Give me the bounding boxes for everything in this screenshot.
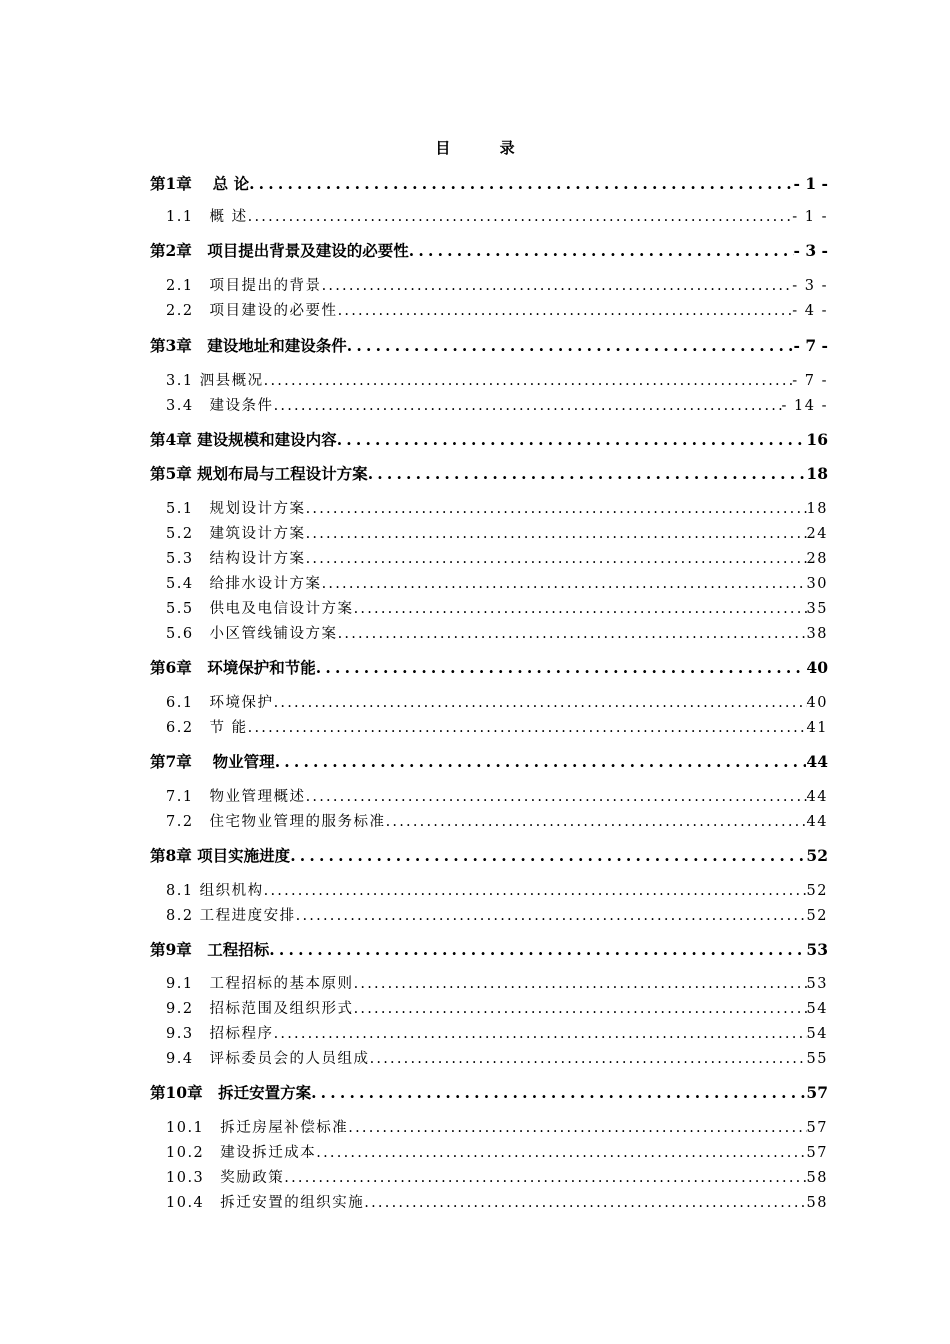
- toc-dot-leader: [311, 1083, 806, 1102]
- toc-entry-label: 3.1 泗县概况: [166, 373, 264, 389]
- toc-page-number: 40: [806, 695, 828, 711]
- toc-dot-leader: [354, 1001, 807, 1017]
- toc-dot-leader: [275, 752, 807, 771]
- toc-section-entry[interactable]: [166, 369, 828, 390]
- toc-page-number: - 4 -: [792, 303, 828, 319]
- toc-page-number: - 7 -: [793, 336, 828, 355]
- toc-page-number: 54: [806, 1026, 828, 1042]
- toc-page-number: 38: [806, 626, 828, 642]
- toc-page-number: 53: [806, 940, 828, 959]
- toc-chapter-entry[interactable]: [150, 1081, 828, 1103]
- toc-page-number: 57: [806, 1145, 828, 1161]
- toc-entry-label: 10.2 建设拆迁成本: [166, 1145, 317, 1161]
- toc-page-number: 52: [806, 846, 828, 865]
- toc-section-entry[interactable]: [166, 1191, 828, 1212]
- toc-entry-label: 第3章 建设地址和建设条件: [150, 336, 347, 355]
- toc-entry-label: 9.2 招标范围及组织形式: [166, 1001, 354, 1017]
- toc-dot-leader: [364, 1195, 806, 1211]
- toc-dot-leader: [386, 814, 807, 830]
- toc-section-entry[interactable]: [166, 972, 828, 993]
- toc-entry-label: 3.4 建设条件: [166, 398, 274, 414]
- toc-section-entry[interactable]: [166, 522, 828, 543]
- toc-page-number: 35: [806, 601, 828, 617]
- toc-page-number: 44: [806, 814, 828, 830]
- toc-chapter-entry[interactable]: [150, 844, 828, 866]
- toc-page-number: 58: [806, 1195, 828, 1211]
- toc-section-entry[interactable]: [166, 904, 828, 925]
- toc-entry-label: 第2章 项目提出背景及建设的必要性: [150, 241, 409, 260]
- toc-entry-label: 9.3 招标程序: [166, 1026, 274, 1042]
- toc-section-entry[interactable]: [166, 572, 828, 593]
- toc-dot-leader: [348, 1120, 806, 1136]
- toc-page-number: - 1 -: [792, 209, 828, 225]
- toc-dot-leader: [316, 1145, 806, 1161]
- toc-section-entry[interactable]: [166, 1166, 828, 1187]
- toc-entry-label: 5.6 小区管线铺设方案: [166, 626, 338, 642]
- toc-entry-label: 7.1 物业管理概述: [166, 789, 306, 805]
- toc-dot-leader: [284, 1170, 806, 1186]
- toc-dot-leader: [316, 658, 807, 677]
- toc-dot-leader: [248, 720, 807, 736]
- toc-entry-label: 第9章 工程招标: [150, 940, 270, 959]
- toc-dot-leader: [322, 576, 807, 592]
- toc-entry-label: 5.2 建筑设计方案: [166, 526, 306, 542]
- toc-page-number: 18: [806, 464, 828, 483]
- toc-section-entry[interactable]: [166, 879, 828, 900]
- toc-section-entry[interactable]: [166, 1022, 828, 1043]
- toc-entry-label: 2.2 项目建设的必要性: [166, 303, 338, 319]
- toc-entry-label: 10.1 拆迁房屋补偿标准: [166, 1120, 349, 1136]
- toc-entry-label: 9.1 工程招标的基本原则: [166, 976, 354, 992]
- toc-entry-label: 1.1 概 述: [166, 209, 248, 225]
- toc-page-number: 41: [806, 720, 828, 736]
- toc-entry-label: 2.1 项目提出的背景: [166, 278, 322, 294]
- toc-dot-leader: [306, 526, 807, 542]
- toc-dot-leader: [264, 883, 807, 899]
- toc-entry-label: 5.5 供电及电信设计方案: [166, 601, 354, 617]
- toc-dot-leader: [338, 303, 793, 319]
- toc-chapter-entry[interactable]: [150, 750, 828, 772]
- toc-page-number: 30: [806, 576, 828, 592]
- toc-entry-label: 8.2 工程进度安排: [166, 908, 296, 924]
- toc-entry-label: 第8章 项目实施进度: [150, 846, 291, 865]
- toc-section-entry[interactable]: [166, 997, 828, 1018]
- toc-dot-leader: [248, 209, 793, 225]
- toc-chapter-entry[interactable]: [150, 656, 828, 678]
- toc-dot-leader: [354, 976, 807, 992]
- toc-page-number: 24: [806, 526, 828, 542]
- toc-entry-label: 6.2 节 能: [166, 720, 248, 736]
- toc-dot-leader: [322, 278, 793, 294]
- toc-page-number: - 14 -: [781, 398, 828, 414]
- toc-dot-leader: [338, 626, 807, 642]
- toc-dot-leader: [306, 551, 807, 567]
- toc-chapter-entry[interactable]: [150, 428, 828, 450]
- toc-chapter-entry[interactable]: [150, 334, 828, 356]
- toc-entry-label: 第10章 拆迁安置方案: [150, 1083, 312, 1102]
- toc-entry-label: 10.4 拆迁安置的组织实施: [166, 1195, 365, 1211]
- toc-dot-leader: [274, 695, 807, 711]
- toc-page-number: - 1 -: [793, 174, 828, 193]
- toc-dot-leader: [409, 241, 794, 260]
- toc-page-number: 18: [806, 501, 828, 517]
- toc-entry-label: 10.3 奖励政策: [166, 1170, 285, 1186]
- toc-dot-leader: [347, 336, 794, 355]
- toc-section-entry[interactable]: [166, 274, 828, 295]
- toc-entry-label: 5.3 结构设计方案: [166, 551, 306, 567]
- toc-section-entry[interactable]: [166, 597, 828, 618]
- toc-dot-leader: [306, 789, 807, 805]
- toc-dot-leader: [354, 601, 807, 617]
- toc-page-number: 44: [806, 752, 828, 771]
- toc-page-number: 57: [806, 1083, 828, 1102]
- toc-dot-leader: [290, 846, 806, 865]
- toc-section-entry[interactable]: [166, 394, 828, 415]
- toc-entry-label: 第6章 环境保护和节能: [150, 658, 316, 677]
- toc-dot-leader: [368, 464, 807, 483]
- toc-page-number: 52: [806, 883, 828, 899]
- toc-entry-label: 第1章 总 论: [150, 174, 250, 193]
- toc-section-entry[interactable]: [166, 810, 828, 831]
- toc-chapter-entry[interactable]: [150, 239, 828, 261]
- toc-dot-leader: [296, 908, 807, 924]
- toc-dot-leader: [370, 1051, 807, 1067]
- toc-dot-leader: [306, 501, 807, 517]
- toc-page-number: 53: [806, 976, 828, 992]
- toc-page-number: 44: [806, 789, 828, 805]
- toc-section-entry[interactable]: [166, 1047, 828, 1068]
- toc-dot-leader: [274, 398, 782, 414]
- toc-entry-label: 6.1 环境保护: [166, 695, 274, 711]
- toc-section-entry[interactable]: [166, 1141, 828, 1162]
- toc-page-number: - 3 -: [792, 278, 828, 294]
- toc-dot-leader: [337, 430, 807, 449]
- toc-page-number: 57: [806, 1120, 828, 1136]
- toc-dot-leader: [249, 174, 793, 193]
- toc-page-number: 55: [806, 1051, 828, 1067]
- toc-section-entry[interactable]: [166, 547, 828, 568]
- toc-section-entry[interactable]: [166, 497, 828, 518]
- toc-section-entry[interactable]: [166, 716, 828, 737]
- toc-section-entry[interactable]: [166, 299, 828, 320]
- toc-page-number: 28: [806, 551, 828, 567]
- toc-page-number: 16: [806, 430, 828, 449]
- toc-page-number: - 3 -: [793, 241, 828, 260]
- toc-entry-label: 第7章 物业管理: [150, 752, 275, 771]
- toc-entry-label: 9.4 评标委员会的人员组成: [166, 1051, 370, 1067]
- toc-entry-label: 7.2 住宅物业管理的服务标准: [166, 814, 386, 830]
- toc-section-entry[interactable]: [166, 622, 828, 643]
- toc-page-number: - 7 -: [792, 373, 828, 389]
- toc-title: 目 录: [435, 139, 537, 157]
- toc-page-number: 40: [806, 658, 828, 677]
- toc-entry-label: 8.1 组织机构: [166, 883, 264, 899]
- toc-section-entry[interactable]: [166, 205, 828, 226]
- toc-entry-label: 5.4 给排水设计方案: [166, 576, 322, 592]
- toc-chapter-entry[interactable]: [150, 938, 828, 960]
- toc-dot-leader: [274, 1026, 807, 1042]
- toc-chapter-entry[interactable]: [150, 462, 828, 484]
- toc-page-number: 52: [806, 908, 828, 924]
- toc-entry-label: 第4章 建设规模和建设内容: [150, 430, 337, 449]
- toc-section-entry[interactable]: [166, 691, 828, 712]
- toc-section-entry[interactable]: [166, 1116, 828, 1137]
- toc-page-number: 54: [806, 1001, 828, 1017]
- toc-chapter-entry[interactable]: [150, 172, 828, 194]
- toc-entry-label: 5.1 规划设计方案: [166, 501, 306, 517]
- toc-dot-leader: [269, 940, 806, 959]
- toc-page-number: 58: [806, 1170, 828, 1186]
- toc-entry-label: 第5章 规划布局与工程设计方案: [150, 464, 368, 483]
- toc-dot-leader: [264, 373, 793, 389]
- toc-section-entry[interactable]: [166, 785, 828, 806]
